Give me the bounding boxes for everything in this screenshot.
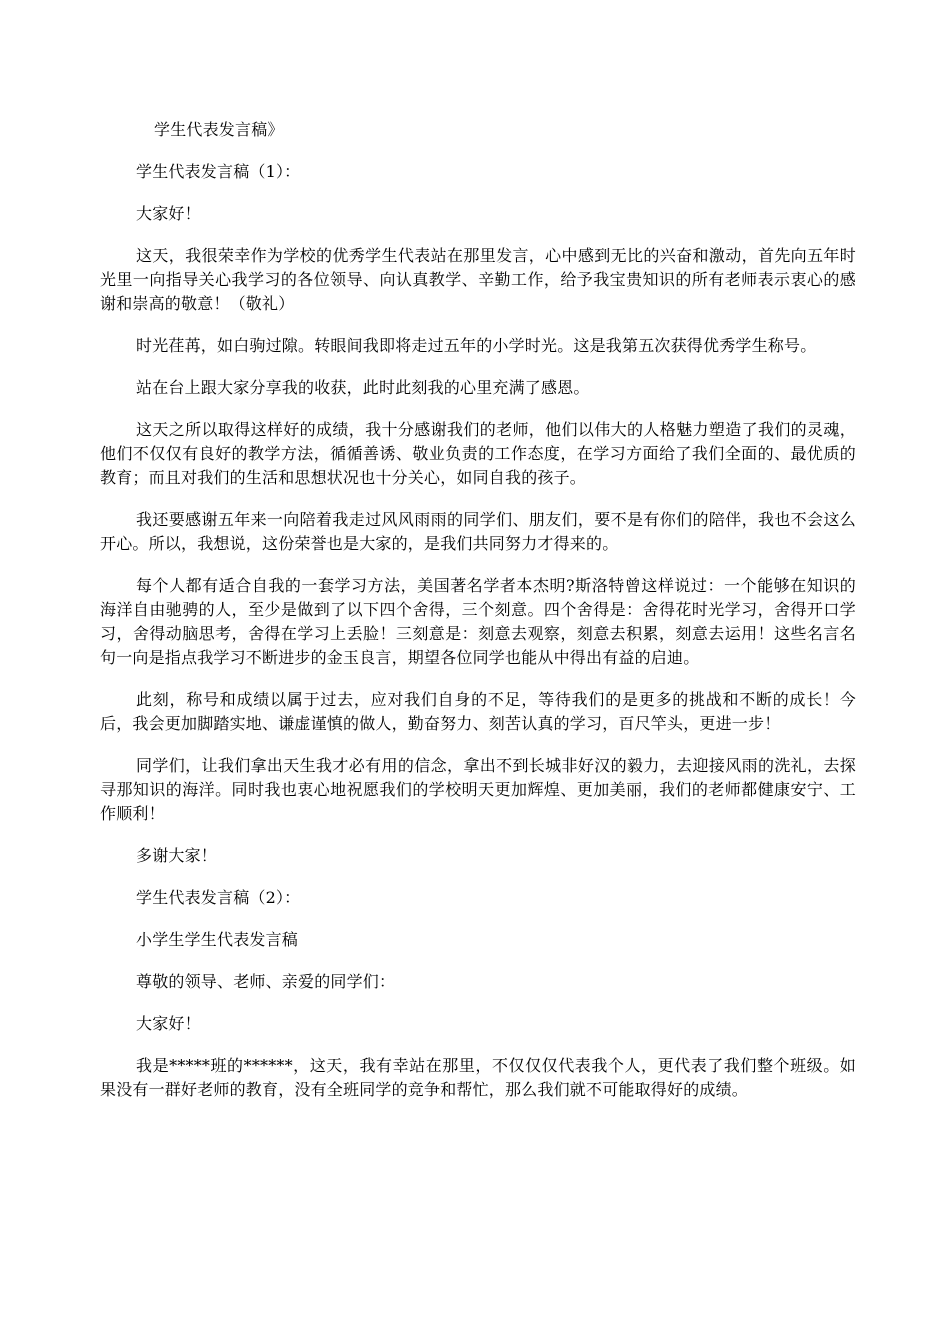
paragraph-heading-2: 学生代表发言稿（2）： xyxy=(136,888,301,907)
paragraph-heading-1: 学生代表发言稿（1）： xyxy=(136,162,301,181)
paragraph: 这天，我很荣幸作为学校的优秀学生代表站在那里发言，心中感到无比的兴奋和激动，首先向五年时光里一向指导关心我学习的各位领导、向认真教学、辛勤工作，给予我宝贵知识的所有老师表示衷心的感谢和崇高的敬意！（敬礼） xyxy=(100,246,856,313)
paragraph-salutation: 尊敬的领导、老师、亲爱的同学们： xyxy=(136,972,396,991)
paragraph: 站在台上跟大家分享我的收获，此时此刻我的心里充满了感恩。 xyxy=(136,378,590,397)
paragraph: 时光荏苒，如白驹过隙。转眼间我即将走过五年的小学时光。这是我第五次获得优秀学生称号。 xyxy=(136,336,817,355)
paragraph: 我还要感谢五年来一向陪着我走过风风雨雨的同学们、朋友们，要不是有你们的陪伴，我也不会这么开心。所以，我想说，这份荣誉也是大家的，是我们共同努力才得来的。 xyxy=(100,510,856,553)
paragraph: 每个人都有适合自我的一套学习方法，美国著名学者本杰明?斯洛特曾这样说过：一个能够在知识的海洋自由驰骋的人，至少是做到了以下四个舍得，三个刻意。四个舍得是：舍得花时光学习，舍得开口学习，舍得动脑思考，舍得在学习上丢脸！三刻意是：刻意去观察，刻意去积累，刻意去运用！这些名言名句一向是指点我学习不断进步的金玉良言，期望各位同学也能从中得出有益的启迪。 xyxy=(100,576,856,667)
paragraph: 此刻，称号和成绩以属于过去，应对我们自身的不足，等待我们的是更多的挑战和不断的成长！今后，我会更加脚踏实地、谦虚谨慎的做人，勤奋努力、刻苦认真的学习，百尺竿头，更进一步！ xyxy=(100,690,856,733)
paragraph-thanks: 多谢大家！ xyxy=(136,846,218,865)
paragraph: 同学们，让我们拿出天生我才必有用的信念，拿出不到长城非好汉的毅力，去迎接风雨的洗礼，去探寻那知识的海洋。同时我也衷心地祝愿我们的学校明天更加辉煌、更加美丽，我们的老师都健康安宁、工作顺利！ xyxy=(100,756,856,823)
paragraph: 我是*****班的******，这天，我有幸站在那里，不仅仅仅代表我个人，更代表了我们整个班级。如果没有一群好老师的教育，没有全班同学的竞争和帮忙，那么我们就不可能取得好的成绩。 xyxy=(100,1056,856,1099)
paragraph-greeting: 大家好！ xyxy=(136,204,201,223)
paragraph-greeting: 大家好！ xyxy=(136,1014,201,1033)
paragraph-subtitle: 小学生学生代表发言稿 xyxy=(136,930,299,949)
paragraph: 这天之所以取得这样好的成绩，我十分感谢我们的老师，他们以伟大的人格魅力塑造了我们的灵魂，他们不仅仅有良好的教学方法，循循善诱、敬业负责的工作态度，在学习方面给了我们全面的、最优质的教育；而且对我们的生活和思想状况也十分关心，如同自我的孩子。 xyxy=(100,420,856,487)
document-title: 学生代表发言稿》 xyxy=(154,120,284,139)
document-body xyxy=(100,118,856,1120)
